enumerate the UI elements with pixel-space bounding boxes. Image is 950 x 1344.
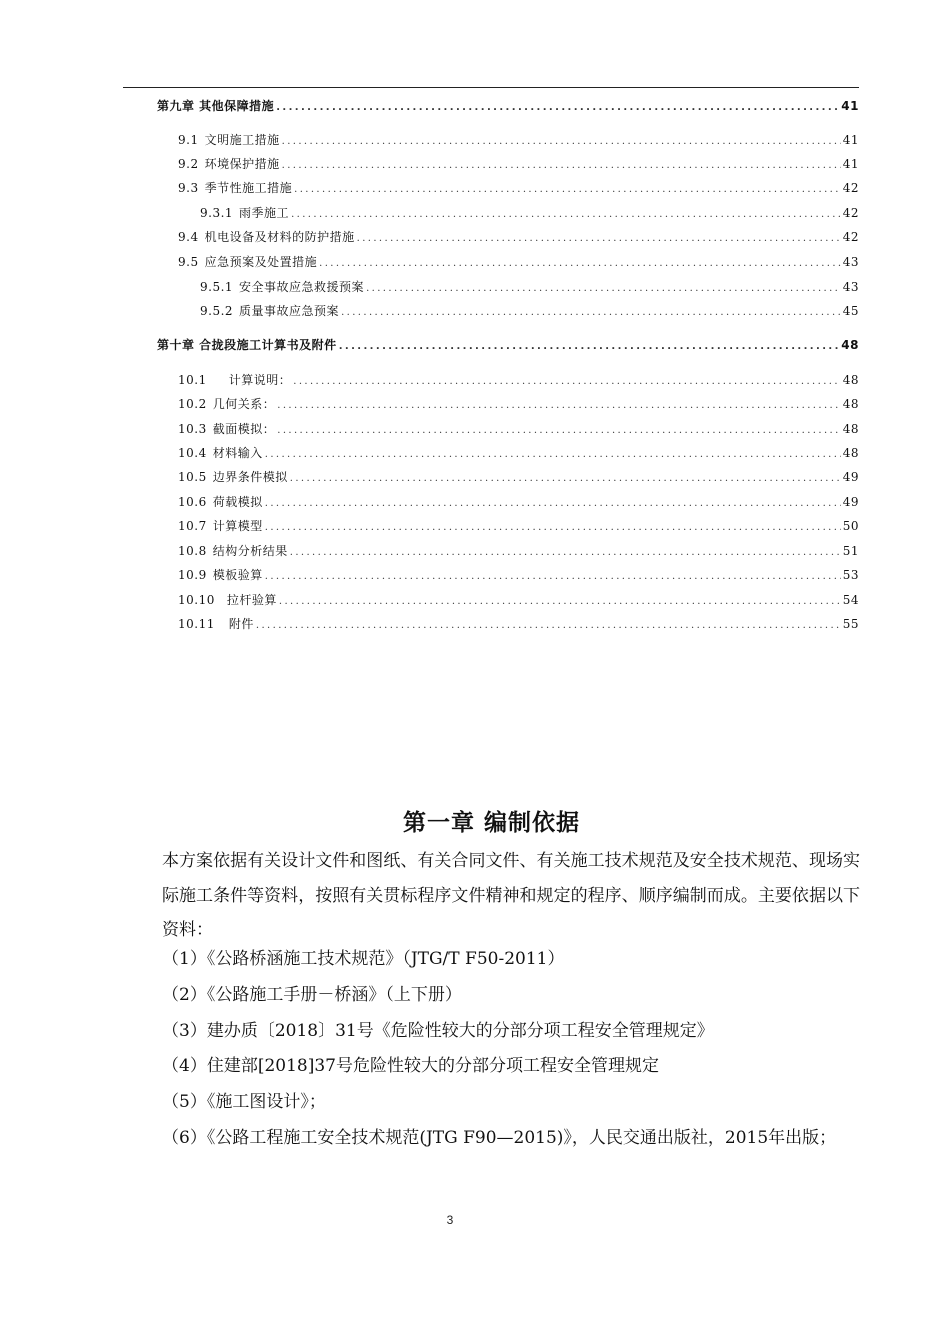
toc-entry[interactable] [178,469,859,487]
toc-entry-number: 10.2 [178,397,207,411]
toc-entry[interactable] [157,337,859,355]
toc-entry[interactable] [178,421,859,439]
toc-entry[interactable] [178,445,859,463]
toc-entry[interactable] [178,543,859,561]
toc-entry-page: 42 [842,230,859,244]
toc-entry-number: 10.11 [178,617,215,631]
toc-entry-label: 结构分析结果 [212,544,288,558]
toc-entry-label: 几何关系： [212,397,276,411]
toc-entry-label: 第十章 合拢段施工计算书及附件 [157,338,337,352]
toc-leader-dots [339,339,840,355]
toc-leader-dots [366,281,841,297]
toc-entry-page: 43 [842,280,859,294]
toc-entry-number: 10.7 [178,519,207,533]
toc-entry-number: 10.4 [178,446,207,460]
toc-entry-label: 应急预案及处置措施 [204,255,318,269]
reference-item: （3）建办质〔2018〕31号《危险性较大的分部分项工程安全管理规定》 [162,1021,714,1041]
toc-entry-page: 49 [842,495,859,509]
toc-entry-number: 10.3 [178,422,207,436]
toc-entry[interactable] [178,180,859,198]
toc-entry-label: 第九章 其他保障措施 [157,99,275,113]
toc-entry[interactable] [178,229,859,247]
toc-entry-page: 42 [842,181,859,195]
toc-entry[interactable] [178,132,859,150]
toc-entry-number: 9.5.1 [200,280,234,294]
toc-entry-number: 9.4 [178,230,199,244]
toc-entry-number: 10.10 [178,593,215,607]
toc-entry-page: 50 [842,519,859,533]
toc-leader-dots [290,545,841,561]
toc-entry-page: 54 [842,593,859,607]
page-number: 3 [446,1213,454,1227]
toc-entry-page: 43 [842,255,859,269]
toc-entry-label: 安全事故应急救援预案 [239,280,365,294]
toc-entry[interactable] [178,156,859,174]
toc-entry-label: 附件 [228,617,254,631]
toc-entry-page: 41 [842,133,859,147]
toc-leader-dots [277,423,840,439]
toc-entry-number: 10.9 [178,568,207,582]
toc-leader-dots [279,594,841,610]
toc-leader-dots [277,398,840,414]
toc-entry-page: 53 [842,568,859,582]
toc-leader-dots [290,471,841,487]
reference-item: （4）住建部[2018]37号危险性较大的分部分项工程安全管理规定 [162,1056,659,1076]
toc-leader-dots [256,618,841,634]
toc-entry-page: 42 [842,206,859,220]
toc-entry-page: 55 [842,617,859,631]
toc-leader-dots [291,207,841,223]
toc-entry[interactable] [200,303,859,321]
chapter-title: 第一章 编制依据 [402,810,580,836]
header-rule [123,87,859,88]
toc-entry-number: 9.5 [178,255,199,269]
toc-entry[interactable] [157,98,859,116]
toc-entry-page: 41 [842,157,859,171]
toc-entry-page: 48 [842,422,859,436]
toc-entry-label: 文明施工措施 [204,133,280,147]
toc-entry[interactable] [178,616,859,634]
toc-entry[interactable] [178,567,859,585]
toc-entry-number: 9.1 [178,133,199,147]
reference-item: （5）《施工图设计》； [162,1092,326,1112]
toc-entry-label: 环境保护措施 [204,157,280,171]
toc-entry-label: 计算模型 [212,519,263,533]
toc-entry-label: 雨季施工 [239,206,290,220]
toc-entry-page: 45 [842,304,859,318]
toc-entry-page: 41 [841,99,859,113]
toc-leader-dots [265,520,841,536]
toc-entry[interactable] [200,279,859,297]
toc-entry-number: 10.8 [178,544,207,558]
toc-entry-number: 9.5.2 [200,304,234,318]
toc-entry-label: 季节性施工措施 [204,181,293,195]
toc-entry[interactable] [178,494,859,512]
toc-entry-label: 材料输入 [212,446,263,460]
intro-text: 本方案依据有关设计文件和图纸、有关合同文件、有关施工技术规范及安全技术规范、现场实际施工条件等资料，按照有关贯标程序文件精神和规定的程序、顺序编制而成。主要依据以下资料： [162,851,860,940]
toc-leader-dots [276,100,839,116]
toc-entry[interactable] [178,372,859,390]
toc-leader-dots [282,158,841,174]
reference-item: （6）《公路工程施工安全技术规范(JTG F90—2015)》，人民交通出版社，2015年出版； [162,1128,837,1148]
toc-entry-page: 48 [842,373,859,387]
toc-entry-page: 48 [842,446,859,460]
toc-entry-label: 计算说明： [228,373,292,387]
toc-entry[interactable] [200,205,859,223]
toc-entry-number: 10.5 [178,470,207,484]
toc-leader-dots [293,374,840,390]
reference-item: （1）《公路桥涵施工技术规范》（JTG/T F50-2011） [162,949,565,969]
toc-entry-number: 9.3 [178,181,199,195]
toc-entry-number: 9.2 [178,157,199,171]
toc-entry-label: 模板验算 [212,568,263,582]
reference-item-wrapped [124,1121,860,1156]
toc-entry-page: 48 [842,397,859,411]
toc-entry-label: 荷载模拟 [212,495,263,509]
toc-entry-page: 48 [841,338,859,352]
toc-leader-dots [282,134,841,150]
toc-entry-number: 10.6 [178,495,207,509]
reference-item: （2）《公路施工手册－桥涵》（上下册） [162,985,462,1005]
toc-entry-page: 51 [842,544,859,558]
toc-entry-number: 9.3.1 [200,206,234,220]
toc-entry[interactable] [178,592,859,610]
toc-entry-label: 机电设备及材料的防护措施 [204,230,355,244]
toc-leader-dots [265,569,841,585]
toc-entry-label: 截面模拟： [212,422,276,436]
toc-entry-number: 10.1 [178,373,207,387]
toc-leader-dots [341,305,841,321]
toc-entry-label: 边界条件模拟 [212,470,288,484]
toc-leader-dots [265,496,841,512]
toc-entry[interactable] [178,254,859,272]
toc-leader-dots [294,182,841,198]
intro-paragraph [124,844,860,948]
toc-leader-dots [357,231,841,247]
toc-entry-label: 拉杆验算 [226,593,277,607]
toc-entry[interactable] [178,518,859,536]
toc-entry[interactable] [178,396,859,414]
toc-leader-dots [265,447,841,463]
toc-entry-page: 49 [842,470,859,484]
toc-leader-dots [319,256,841,272]
toc-entry-label: 质量事故应急预案 [239,304,340,318]
